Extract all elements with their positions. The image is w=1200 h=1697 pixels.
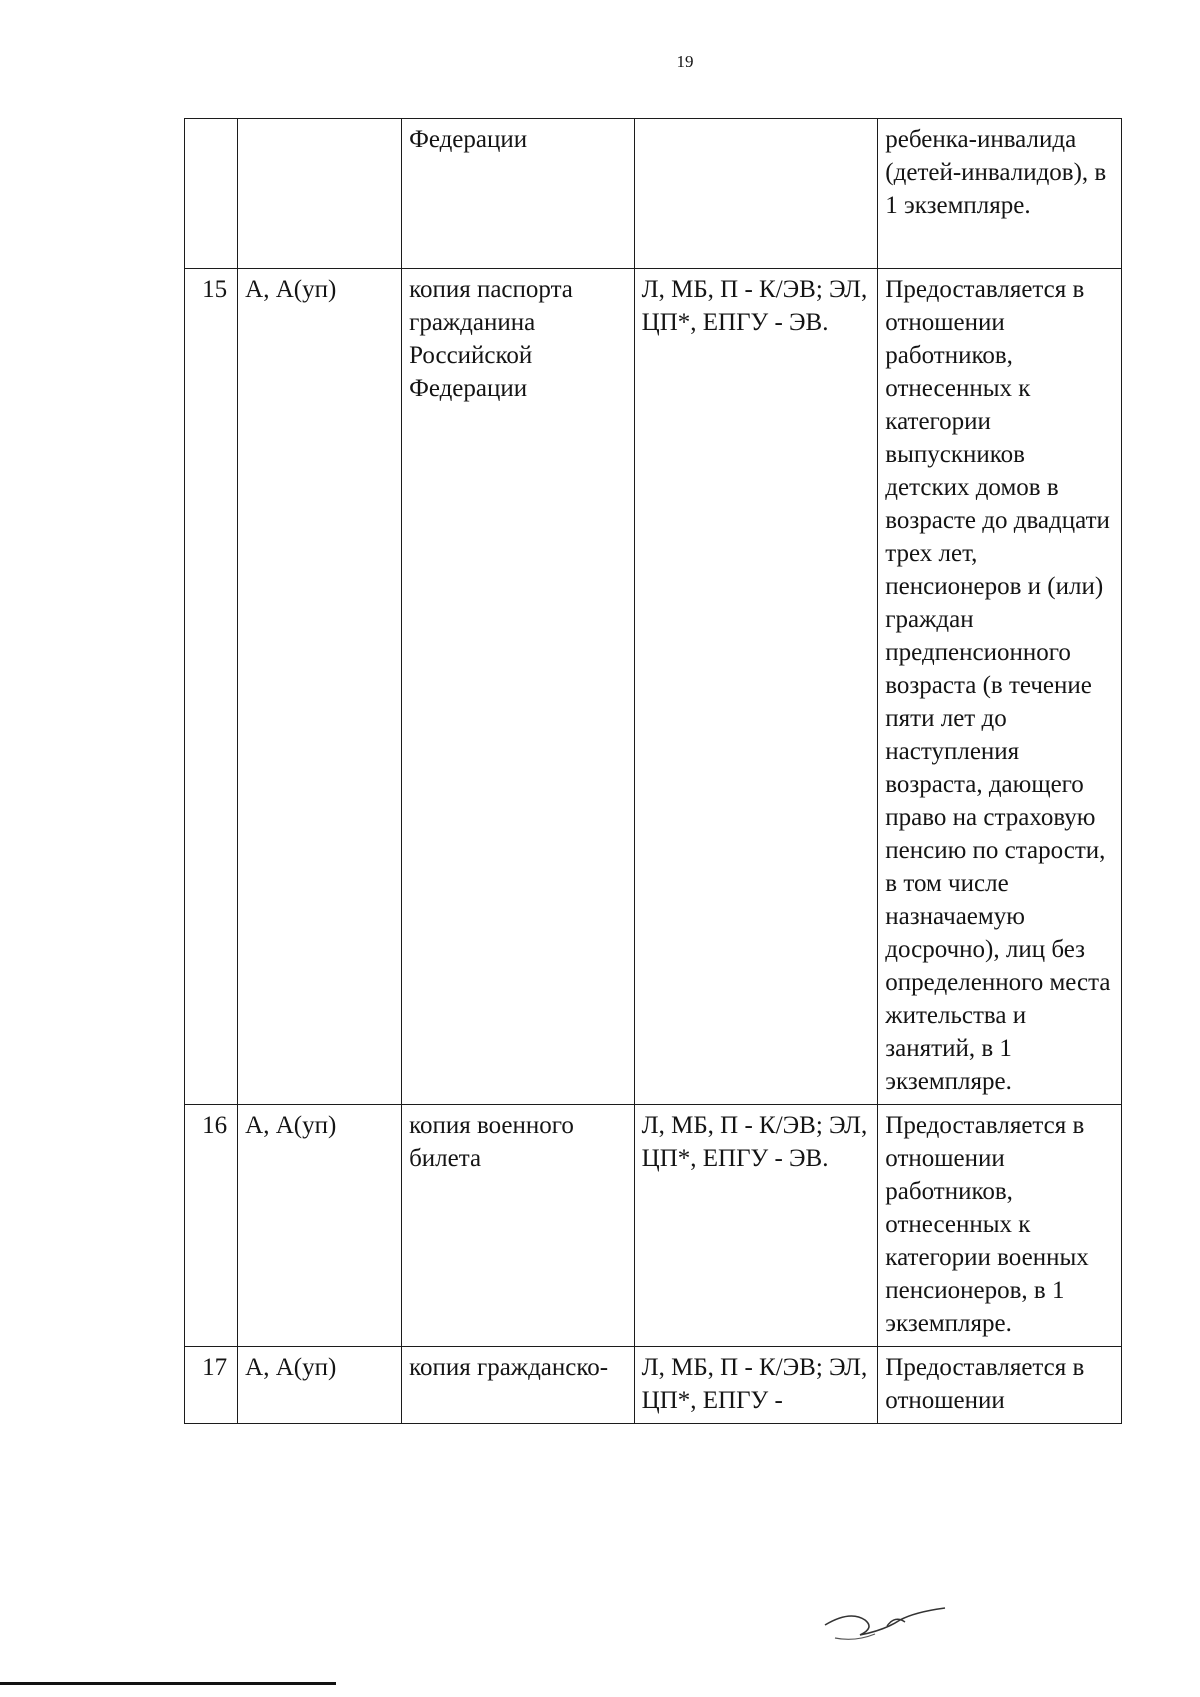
applicant-cell: А, А(уп) [238, 269, 402, 1105]
note-cell: Предоставляется в отношении работников, отнесенных к категории военных пенсионеров, в 1 экземпляре. [878, 1105, 1122, 1347]
applicant-cell: А, А(уп) [238, 1105, 402, 1347]
note-cell: ребенка-инвалида (детей-инвалидов), в 1 экземпляре. [878, 119, 1122, 269]
table-row [185, 269, 1122, 1105]
row-number [185, 119, 238, 269]
row-number: 16 [185, 1105, 238, 1347]
handwritten-signature [805, 1590, 955, 1650]
method-cell [634, 119, 878, 269]
note-cell: Предоставляется в отношении [878, 1347, 1122, 1424]
method-cell: Л, МБ, П - К/ЭВ; ЭЛ, ЦП*, ЕПГУ - [634, 1347, 878, 1424]
table-row [185, 1105, 1122, 1347]
document-cell: копия гражданско- [402, 1347, 635, 1424]
table-row [185, 119, 1122, 269]
row-number: 17 [185, 1347, 238, 1424]
applicant-cell: А, А(уп) [238, 1347, 402, 1424]
documents-table [184, 118, 1122, 1424]
footnote-rule [0, 1682, 336, 1685]
table-row [185, 1347, 1122, 1424]
applicant-cell [238, 119, 402, 269]
note-cell: Предоставляется в отношении работников, отнесенных к категории выпускников детских домов в возрасте до двадцати трех лет, пенсионеров и (или) граждан предпенсионного возраста (в течение пяти лет до наступления возраста, дающего право на страховую пенсию по старости, в том числе назначаемую досрочно), лиц без определенного места жительства и занятий, в 1 экземпляре. [878, 269, 1122, 1105]
method-cell: Л, МБ, П - К/ЭВ; ЭЛ, ЦП*, ЕПГУ - ЭВ. [634, 1105, 878, 1347]
row-number: 15 [185, 269, 238, 1105]
document-cell: копия паспорта гражданина Российской Федерации [402, 269, 635, 1105]
document-cell: копия военного билета [402, 1105, 635, 1347]
page-number: 19 [676, 52, 694, 71]
document-cell: Федерации [402, 119, 635, 269]
method-cell: Л, МБ, П - К/ЭВ; ЭЛ, ЦП*, ЕПГУ - ЭВ. [634, 269, 878, 1105]
